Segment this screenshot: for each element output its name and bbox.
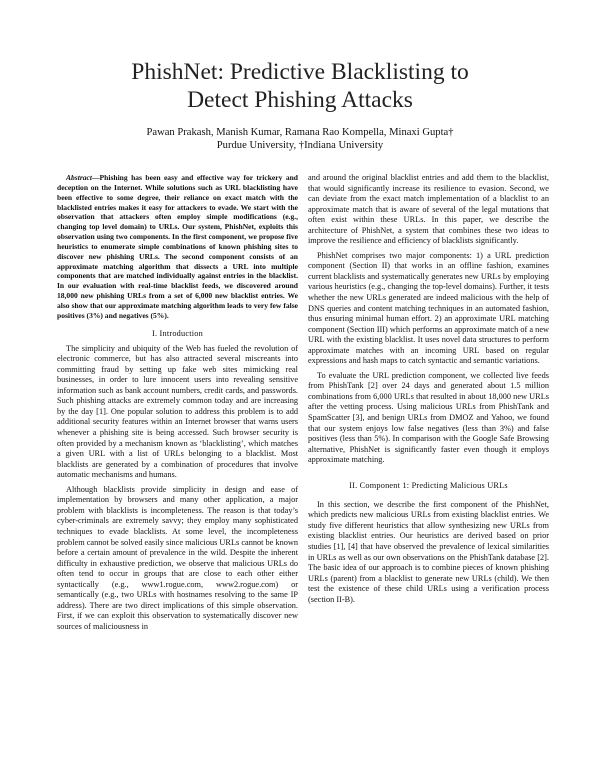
intro-paragraph-1: The simplicity and ubiquity of the Web has fueled the revolution of electronic commerce, but has also attracted several miscreants into committing fraud by setting up fake web sites mimicking real businesses, in order to lure innocent users into revealing sensitive information such as bank account numbers, credit cards, and passwords. Such phishing attacks are extremely common today and are increasing by the day [1]. One popular solution to address this problem is to add additional security features within an Internet browser that warns users whenever a phishing site is being accessed. Such browser security is often provided by a mechanism known as ‘blacklisting’, which matches a given URL with a list of URLs belonging to a blacklist. Most blacklists are generated by a combination of procedures that involve automatic mechanisms and humans. (57, 343, 298, 480)
right-column (308, 173, 549, 605)
author-block (0, 126, 600, 152)
title-line-2: Detect Phishing Attacks (187, 87, 413, 113)
paper-title (0, 58, 600, 114)
abstract-text: —Phishing has been easy and effective way for trickery and deception on the Internet. While solutions such as URL blacklisting have been effective to some degree, their reliance on exact match with the blacklisted entries makes it easy for attackers to evade. We start with the observation that attackers often employ simple modifications (e.g., changing top level domain) to URLs. Our system, PhishNet, exploits this observation using two components. In the first component, we propose five heuristics to enumerate simple combinations of known phishing sites to discover new phishing URLs. The second component consists of an approximate matching algorithm that dissects a URL into multiple components that are matched individually against entries in the blacklist. In our evaluation with real-time blacklist feeds, we discovered around 18,000 new phishing URLs from a set of 6,000 new blacklist entries. We also show that our approximate matching algorithm leads to very few false positives (3%) and negatives (5%). (57, 173, 298, 320)
abstract-label: Abstract (66, 173, 92, 182)
section2-paragraph-1: In this section, we describe the first component of the PhishNet, which predicts new malicious URLs from existing blacklist entries. We study five different heuristics that allow synthesizing new URLs from existing blacklist entries. Our heuristics are derived based on prior studies [1], [4] that have observed the prevalence of lexical similarities in URLs as well as our own observations on the PhishTank database [2]. The basic idea of our approach is to combine pieces of known phishing URLs (parent) from a blacklist to generate new URLs (child). We then test the existence of these child URLs using a verification process (section II-B). (308, 499, 549, 604)
intro-paragraph-3: and around the original blacklist entries and add them to the blacklist, that would significantly increase its resilience to evasion. Second, we can deviate from the exact match implementation of a blacklist to an approximate match that is aware of several of the legal mutations that often exist within these URLs. In this paper, we describe the architecture of PhishNet, a system that combines these two ideas to improve the resilience and efficiency of blacklists significantly. (308, 173, 549, 246)
section-heading-introduction: I. Introduction (152, 328, 203, 338)
intro-paragraph-2: Although blacklists provide simplicity in design and ease of implementation by browsers and many other application, a major problem with blacklists is incompleteness. The reason is that today’s cyber-criminals are extremely savvy; they employ many sophisticated techniques to evade blacklists. At some level, the incompleteness problem cannot be solved easily since malicious URLs cannot be known before a certain amount of prevalence in the wild. Despite the inherent difficulty in exhaustive prediction, we observe that malicious URLs do often tend to occur in groups that are close to each other either syntactically (e.g., www1.rogue.com, www2.rogue.com) or semantically (e.g., two URLs with hostnames resolving to the same IP address). There are two direct implications of this simple observation. First, if we can exploit this observation to systematically discover new sources of maliciousness in (57, 484, 299, 631)
abstract (57, 173, 298, 321)
intro-paragraph-5: To evaluate the URL prediction component, we collected live feeds from PhishTank [2] over 24 days and generated about 1.5 million combinations from 6,000 URLs that resulted in about 18,000 new URLs after the vetting process. Using malicious URLs from PhishTank and SpamScatter [3], and benign URLs from DMOZ and Yahoo, we found that our system enjoys low false negatives (less than 3%) and false positives (less than 5%). In comparison with the Google Safe Browsing alternative, PhishNet is significantly faster even though it employs approximate matching. (308, 370, 549, 465)
section-heading-component-1: II. Component 1: Predicting Malicious URLs (349, 480, 508, 490)
title-line-1: PhishNet: Predictive Blacklisting to (131, 59, 469, 85)
affiliation: Purdue University, †Indiana University (216, 140, 384, 151)
left-column (57, 173, 298, 632)
author-names: Pawan Prakash, Manish Kumar, Ramana Rao Kompella, Minaxi Gupta† (146, 127, 454, 138)
intro-paragraph-4: PhishNet comprises two major components: 1) a URL prediction component (Section II) that works in an offline fashion, examines current blacklists and systematically generates new URLs by employing various heuristics (e.g., changing the top-level domains). Further, it tests whether the new URLs generated are indeed malicious with the help of DNS queries and content matching techniques in an automated fashion, thus ensuring minimal human effort. 2) an approximate URL matching component (Section III) which performs an approximate match of a new URL with the existing blacklist. It uses novel data structures to perform approximate matches with an incoming URL based on regular expressions and hash maps to catch syntactic and semantic variations. (308, 250, 549, 366)
